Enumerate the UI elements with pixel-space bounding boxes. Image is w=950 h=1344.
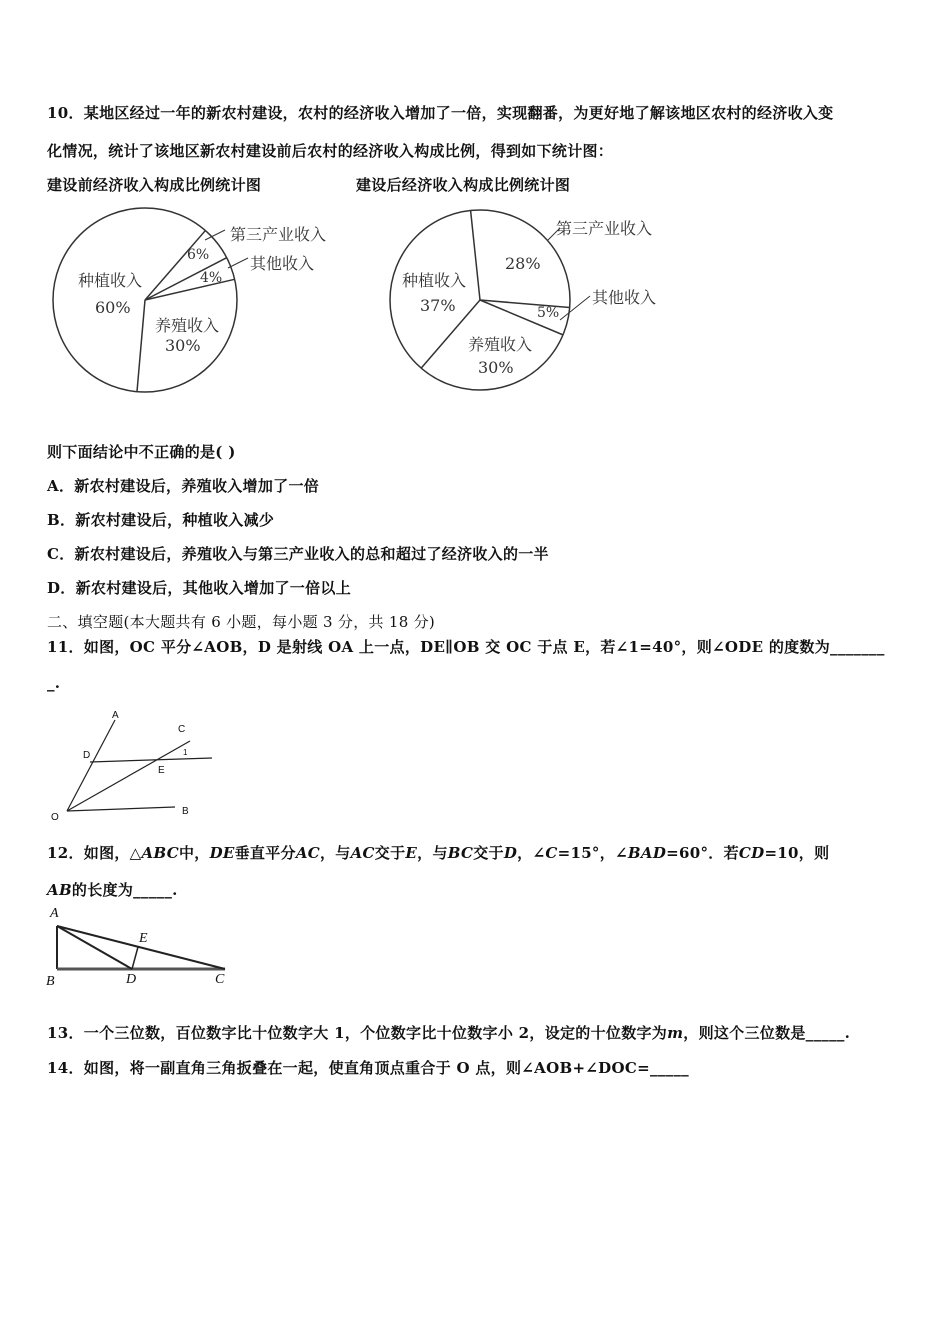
q11-label-d: D bbox=[83, 750, 91, 761]
q10-option-c: C．新农村建设后，养殖收入与第三产业收入的总和超过了经济收入的一半 bbox=[47, 545, 549, 563]
section-2-heading: 二、填空题(本大题共有 6 小题，每小题 3 分，共 18 分) bbox=[47, 613, 436, 631]
q11-label-b: B bbox=[182, 806, 189, 817]
before-plant-label: 种植收入 bbox=[78, 271, 143, 290]
q10-text-line1: 10．某地区经过一年的新农村建设，农村的经济收入增加了一倍，实现翻番，为更好地了解该地区农村的经济收入变 bbox=[47, 104, 834, 122]
q10-option-a: A．新农村建设后，养殖收入增加了一倍 bbox=[47, 477, 320, 495]
q12-text-line2: AB的长度为_____. bbox=[47, 881, 178, 899]
pie-slice-boundary bbox=[471, 210, 480, 300]
before-third-pct: 6% bbox=[187, 247, 210, 263]
before-other-label: 其他收入 bbox=[250, 254, 315, 273]
q12-label-d: D bbox=[126, 972, 137, 987]
q11-text-line2: _. bbox=[47, 674, 61, 692]
after-plant-pct: 37% bbox=[420, 296, 456, 315]
q14-text: 14．如图，将一副直角三角扳叠在一起，使直角顶点重合于 O 点，则∠AOB+∠DOC=_____ bbox=[47, 1059, 689, 1077]
pie-after-title: 建设后经济收入构成比例统计图 bbox=[356, 176, 571, 194]
pie-before-title: 建设前经济收入构成比例统计图 bbox=[47, 176, 262, 194]
before-breed-pct: 30% bbox=[165, 336, 201, 355]
q11-text-line1: 11．如图，OC 平分∠AOB，D 是射线 OA 上一点，DE∥OB 交 OC 于点 E，若∠1=40°，则∠ODE 的度数为_______ bbox=[47, 638, 885, 656]
before-breed-label: 养殖收入 bbox=[155, 316, 220, 335]
q10-text-line2: 化情况，统计了该地区新农村建设前后农村的经济收入构成比例，得到如下统计图： bbox=[47, 142, 614, 160]
pie-slice-boundary bbox=[145, 231, 205, 300]
q12-label-b: B bbox=[46, 974, 55, 989]
q11-label-a: A bbox=[112, 710, 119, 721]
after-other-label: 其他收入 bbox=[592, 288, 657, 307]
q11-label-o: O bbox=[51, 812, 59, 823]
before-other-pct: 4% bbox=[200, 270, 223, 286]
q11-figure bbox=[50, 705, 220, 825]
q12-label-a: A bbox=[50, 906, 59, 921]
after-breed-label: 养殖收入 bbox=[468, 335, 533, 354]
q11-label-1: 1 bbox=[183, 748, 188, 757]
after-other-pct: 5% bbox=[537, 305, 560, 321]
q10-option-b: B．新农村建设后，种植收入减少 bbox=[47, 511, 275, 529]
before-plant-pct: 60% bbox=[95, 298, 131, 317]
label-leader-line bbox=[205, 230, 225, 240]
q12-label-c: C bbox=[215, 972, 225, 987]
label-leader-line bbox=[560, 296, 590, 320]
after-third-pct: 28% bbox=[505, 254, 541, 273]
q12-label-e: E bbox=[139, 931, 148, 946]
q13-text: 13．一个三位数，百位数字比十位数字大 1，个位数字比十位数字小 2，设定的十位数字为m，则这个三位数是_____. bbox=[47, 1024, 851, 1042]
pie-charts bbox=[0, 0, 950, 440]
label-leader-line bbox=[228, 258, 248, 268]
q11-label-c: C bbox=[178, 724, 186, 735]
after-plant-label: 种植收入 bbox=[402, 271, 467, 290]
before-third-label: 第三产业收入 bbox=[230, 225, 327, 244]
after-third-label: 第三产业收入 bbox=[556, 219, 653, 238]
q12-text-line1: 12．如图，△ABC中，DE垂直平分AC，与AC交于E，与BC交于D，∠C=15°，∠BAD=60°．若CD=10，则 bbox=[47, 844, 830, 862]
q11-label-e: E bbox=[158, 765, 165, 776]
after-breed-pct: 30% bbox=[478, 358, 514, 377]
pie-slice-boundary bbox=[137, 300, 145, 392]
q10-question: 则下面结论中不正确的是( ) bbox=[47, 443, 236, 461]
q10-option-d: D．新农村建设后，其他收入增加了一倍以上 bbox=[47, 579, 352, 597]
